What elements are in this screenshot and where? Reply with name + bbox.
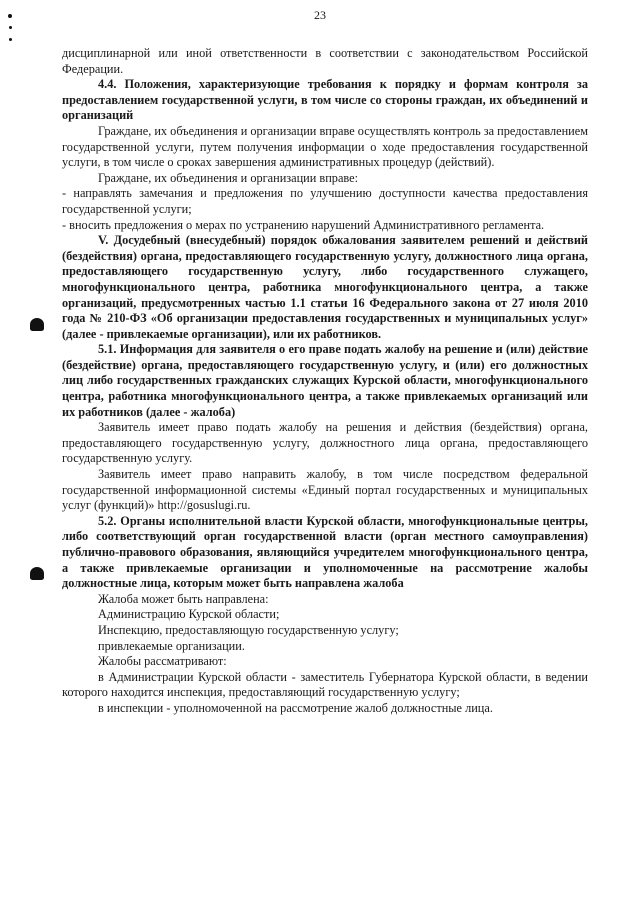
hole-punch-mark (30, 318, 44, 331)
list-item-administration: Администрацию Курской области; (98, 607, 280, 622)
scan-mark (8, 14, 12, 18)
paragraph-portal-complaint: Заявитель имеет право направить жалобу, в том числе посредством федеральной государственной информационной системы «Единый портал государственных и муниципальных услуг (функций)» http://gosuslugi.ru. (62, 467, 588, 513)
document-body (62, 46, 588, 717)
paragraph-reviewers: Жалобы рассматривают: (98, 654, 227, 669)
list-item-deputy-governor: в Администрации Курской области - заместитель Губернатора Курской области, в ведении которого находится инспекция, предоставляющий государственную услугу; (62, 669, 588, 700)
list-item-send-remarks: - направлять замечания и предложения по улучшению доступности качества предоставления государственной услуги; (62, 186, 588, 216)
paragraph-citizens-control: Граждане, их объединения и организации вправе осуществлять контроль за предоставлением государственной услуги, путем получения информации о ходе предоставления государственной услуги, в том числе о сроках завершения административных процедур (действий). (62, 123, 588, 170)
heading-5-1: 5.1. Информация для заявителя о его праве подать жалобу на решение и (или) действие (бездействие) органа, предоставляющего государственную услугу, и (или) его должностных лиц либо государственных гражданских служащих Курской области, многофункционального центра, работника многофункционального центра, а также привлекаемых организаций или их работников (далее - жалоба) (62, 342, 588, 419)
list-item-inspection-officials: в инспекции - уполномоченной на рассмотрение жалоб должностные лица. (98, 700, 493, 715)
page-number: 23 (314, 8, 326, 22)
heading-5-2: 5.2. Органы исполнительной власти Курской области, многофункциональные центры, либо соответствующий орган государственной власти (орган местного самоуправления) публично-правового образования, являющийся учредителем многофункционального центра, а также привлекаемые организации и уполномоченные на рассмотрение жалобы должностные лица, которым может быть направлена жалоба (62, 513, 588, 591)
paragraph-may-be-sent: Жалоба может быть направлена: (98, 591, 269, 606)
hole-punch-mark (30, 567, 44, 580)
heading-section-5: V. Досудебный (внесудебный) порядок обжалования заявителем решений и действий (бездействия) органа, предоставляющего государственную услугу, должностного лица органа, предоставляющего государственную услугу, либо государственного служащего, многофункционального центра, работника многофункционального центра, а также организаций, предусмотренных частью 1.1 статьи 16 Федерального закона от 27 июля 2010 года № 210-ФЗ «Об организации предоставления государственных и муниципальных услуг» (далее - привлекаемые организации), или их работников. (62, 233, 588, 341)
heading-4-4: 4.4. Положения, характеризующие требования к порядку и формам контроля за предоставлением государственной услуги, в том числе со стороны граждан, их объединений и организаций (62, 77, 588, 123)
list-item-organizations: привлекаемые организации. (98, 638, 245, 653)
list-item-inspection: Инспекцию, предоставляющую государственную услугу; (98, 622, 399, 637)
list-item-submit-proposals: - вносить предложения о мерах по устранению нарушений Административного регламента. (62, 217, 545, 232)
paragraph-right-to-complain: Заявитель имеет право подать жалобу на решения и действия (бездействия) органа, предоставляющего государственную услугу, должностного лица органа, предоставляющего государственную услугу. (62, 420, 588, 466)
paragraph-citizens-rights: Граждане, их объединения и организации вправе: (98, 170, 359, 185)
paragraph-liability-end: дисциплинарной или иной ответственности в соответствии с законодательством Российской Федерации. (62, 46, 588, 76)
scan-mark (9, 38, 12, 41)
scan-mark (9, 26, 12, 29)
